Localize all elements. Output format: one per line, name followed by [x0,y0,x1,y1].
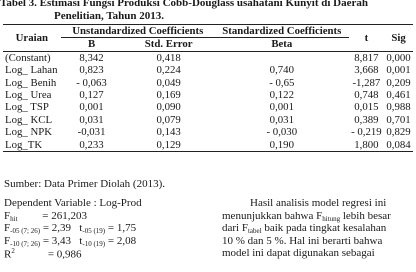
cell-t: -1,287 [352,76,381,89]
table-row [3,101,413,113]
table-row [3,89,413,101]
caption-line-1: Tabel 3. Estimasi Fungsi Produksi Cobb-Douglass usahatani Kunyit di Daerah [0,0,368,9]
cell-beta: 0,001 [269,101,294,114]
col-beta: Beta [215,38,349,51]
cell-beta: 0,031 [269,113,294,126]
table-source: Sumber: Data Primer Diolah (2013). [4,178,165,190]
cell-t: 3,668 [354,64,379,77]
table-row [3,139,413,152]
cell-t: 0,389 [354,113,379,126]
r-squared-line: $R^2$ = 0,986 [4,247,82,261]
cell-uraian: Log_ TSP [5,101,49,114]
regression-table [3,24,413,152]
cell-uraian: Log_ KCL [5,113,53,126]
cell-b: 0,127 [79,89,104,102]
cell-t: - 0,219 [351,126,382,139]
table-row [3,77,413,89]
table-caption [0,0,416,22]
cell-std-error: 0,143 [156,126,181,139]
cell-std-error: 0,418 [156,51,181,64]
col-unstandardized: Unstandardized Coefficients [61,25,215,38]
paragraph-line-5: model ini dapat digunakan sebagai [222,247,375,259]
table-row [3,114,413,126]
col-sig: Sig [384,25,413,52]
cell-beta: - 0,030 [266,126,298,139]
cell-uraian: Log_ NPK [5,126,53,139]
cell-beta: 0,190 [215,139,349,152]
body-paragraph [222,197,414,260]
cell-sig: 0,701 [386,113,411,126]
cell-sig: 0,988 [386,101,411,114]
cell-sig: 0,000 [386,51,411,64]
cell-uraian: Log_ Lahan [5,64,58,77]
col-uraian: Uraian [3,25,61,52]
cell-b: 0,823 [79,64,104,77]
cell-uraian: Log_TK [3,139,61,152]
cell-sig: 0,001 [386,64,411,77]
col-t: t [349,25,384,52]
cell-std-error: 0,079 [156,113,181,126]
table-row [3,51,413,64]
cell-b: -0,031 [77,126,106,139]
paragraph-line-2: menunjukkan bahwa $F_{hitung}$ lebih besar [222,209,391,223]
dependent-variable: Dependent Variable : Log-Prod [4,197,142,209]
cell-b: - 0,063 [76,76,107,89]
cell-std-error: 0,090 [156,101,181,114]
cell-beta [215,51,349,64]
cell-b: 8,342 [79,51,104,64]
cell-uraian: (Constant) [5,51,51,64]
col-standardized: Standardized Coefficients [215,25,349,38]
col-b: B [61,38,123,51]
cell-t: 0,748 [354,89,379,102]
cell-t: 0,015 [354,101,379,114]
cell-sig: 0,461 [386,89,411,102]
cell-beta: 0,122 [269,89,294,102]
cell-b: 0,233 [61,139,123,152]
cell-t: 1,800 [349,139,384,152]
paragraph-line-4: 10 % dan 5 %. Hal ini berarti bahwa [222,234,383,247]
table-row [3,126,413,138]
table-row [3,64,413,76]
paragraph-line-1: Hasil analisis model regresi ini [250,197,387,209]
cell-sig: 0,209 [386,76,411,89]
caption-line-2: Penelitian, Tahun 2013. [54,9,165,22]
cell-b: 0,001 [79,101,104,114]
cell-std-error: 0,129 [122,139,214,152]
cell-b: 0,031 [79,113,104,126]
model-statistics [4,197,204,260]
cell-t: 8,817 [354,51,379,64]
f-hit-line: $F_{hit}$ = 261,203 [4,209,87,223]
cell-sig: 0,829 [386,126,411,139]
cell-uraian: Log_ Benih [5,76,57,89]
f-t-05-line: $F_{-05 (7; 26)} = 2,39$ $t_{-05 (19)} = 1,75$ [4,222,137,235]
paragraph-line-3: dari $F_{tabel}$ baik pada tingkat kesalahan [222,222,387,235]
cell-sig: 0,084 [384,139,413,152]
cell-uraian: Log_ Urea [5,89,52,102]
col-std-error: Std. Error [122,38,214,51]
cell-std-error: 0,049 [156,76,181,89]
cell-beta: - 0,65 [269,76,295,89]
cell-std-error: 0,224 [156,64,181,77]
cell-std-error: 0,169 [156,89,181,102]
cell-beta: 0,740 [269,64,294,77]
f-t-10-line: $F_{-10 (7; 26)} = 3,43$ $t_{-10 (19)} = 2,08$ [4,234,137,248]
